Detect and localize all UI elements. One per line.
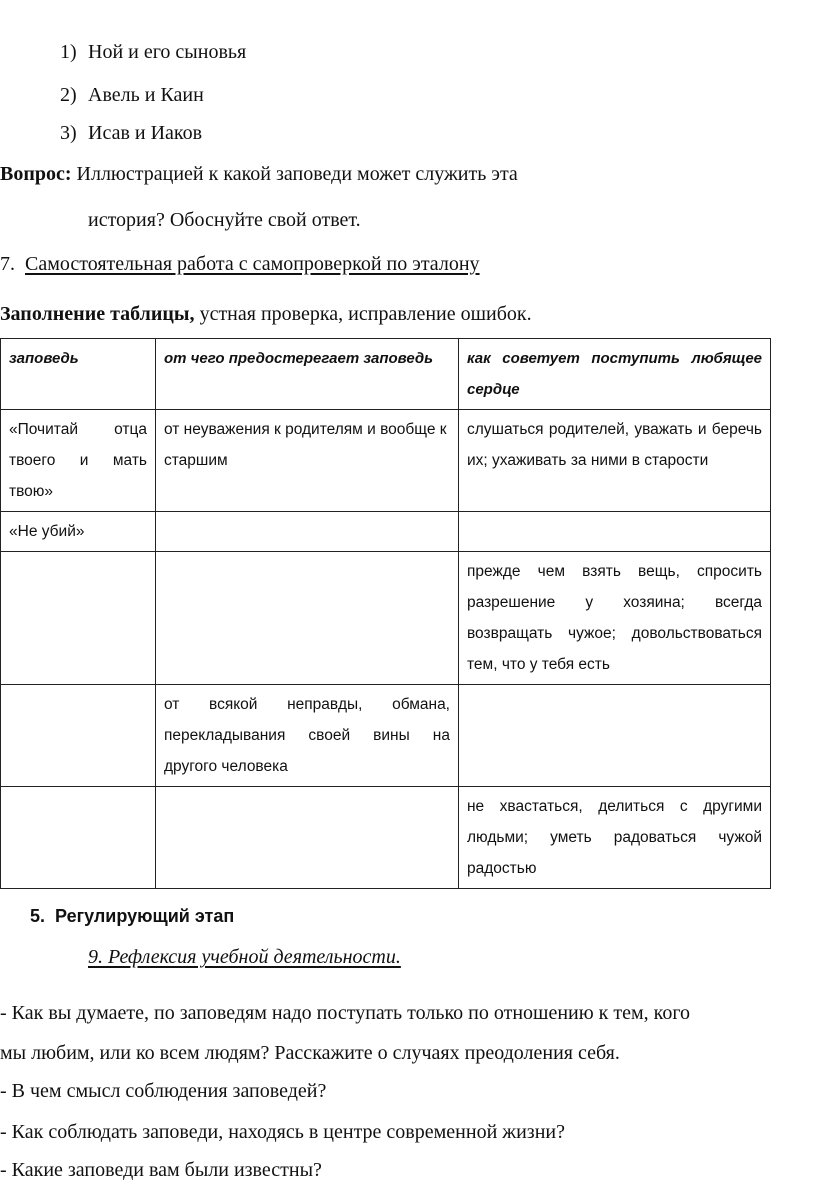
table-row bbox=[1, 512, 771, 552]
table-cell bbox=[459, 512, 771, 552]
reflection-question: - Как соблюдать заповеди, находясь в центре современной жизни? bbox=[0, 1121, 565, 1143]
table-cell: от всякой неправды, обмана, перекладывания своей вины на другого человека bbox=[156, 685, 459, 787]
fill-instruction bbox=[0, 302, 532, 326]
list-number: 3) bbox=[60, 122, 77, 144]
reflection-question: - Какие заповеди вам были известны? bbox=[0, 1159, 322, 1181]
section-7-heading bbox=[0, 252, 480, 276]
table-cell: от неуважения к родителям и вообще к старшим bbox=[156, 410, 459, 512]
section-5-title: Регулирующий этап bbox=[55, 906, 235, 926]
table-cell bbox=[1, 552, 156, 685]
section-7-number: 7. bbox=[0, 253, 15, 275]
table-cell: «Почитай отца твоего и мать твою» bbox=[1, 410, 156, 512]
table-cell: прежде чем взять вещь, спросить разрешение у хозяина; всегда возвращать чужое; довольствоваться тем, что у тебя есть bbox=[459, 552, 771, 685]
list-number: 2) bbox=[60, 84, 77, 106]
section-5-heading bbox=[30, 904, 234, 928]
table-cell bbox=[1, 685, 156, 787]
section-7-title: Самостоятельная работа с самопроверкой по эталону bbox=[25, 253, 480, 275]
list-text: Ной и его сыновья bbox=[88, 41, 247, 63]
table-row bbox=[1, 787, 771, 889]
table-row bbox=[1, 685, 771, 787]
fill-instruction-text: устная проверка, исправление ошибок. bbox=[194, 303, 532, 325]
table-header-row bbox=[1, 339, 771, 410]
table-cell: слушаться родителей, уважать и беречь их; ухаживать за ними в старости bbox=[459, 410, 771, 512]
table-cell bbox=[156, 512, 459, 552]
table-row bbox=[1, 410, 771, 512]
table-header-cell: заповедь bbox=[1, 339, 156, 410]
table-row bbox=[1, 552, 771, 685]
table-cell bbox=[1, 787, 156, 889]
question-text-continued: история? Обоснуйте свой ответ. bbox=[88, 209, 361, 231]
question-line bbox=[0, 162, 518, 186]
table-header-cell: как советует поступить любящее сердце bbox=[459, 339, 771, 410]
commandments-table bbox=[0, 338, 771, 889]
table-cell: «Не убий» bbox=[1, 512, 156, 552]
list-item bbox=[60, 83, 204, 107]
reflection-question: мы любим, или ко всем людям? Расскажите о случаях преодоления себя. bbox=[0, 1042, 620, 1064]
table-cell bbox=[156, 787, 459, 889]
table-cell: не хвастаться, делиться с другими людьми; уметь радоваться чужой радостью bbox=[459, 787, 771, 889]
reflection-question: - В чем смысл соблюдения заповедей? bbox=[0, 1080, 327, 1102]
list-text: Исав и Иаков bbox=[88, 122, 203, 144]
list-item bbox=[60, 121, 202, 145]
table-cell bbox=[459, 685, 771, 787]
list-text: Авель и Каин bbox=[88, 84, 204, 106]
table-cell bbox=[156, 552, 459, 685]
section-9-title: 9. Рефлексия учебной деятельности. bbox=[88, 946, 401, 968]
reflection-question: - Как вы думаете, по заповедям надо поступать только по отношению к тем, кого bbox=[0, 1002, 691, 1024]
question-label: Вопрос: bbox=[0, 163, 72, 185]
question-text: Иллюстрацией к какой заповеди может служить эта bbox=[71, 163, 518, 185]
list-number: 1) bbox=[60, 41, 77, 63]
table-header-cell: от чего предостерегает заповедь bbox=[156, 339, 459, 410]
list-item bbox=[60, 40, 246, 64]
fill-instruction-bold: Заполнение таблицы, bbox=[0, 303, 195, 325]
section-5-number: 5. bbox=[30, 906, 46, 926]
